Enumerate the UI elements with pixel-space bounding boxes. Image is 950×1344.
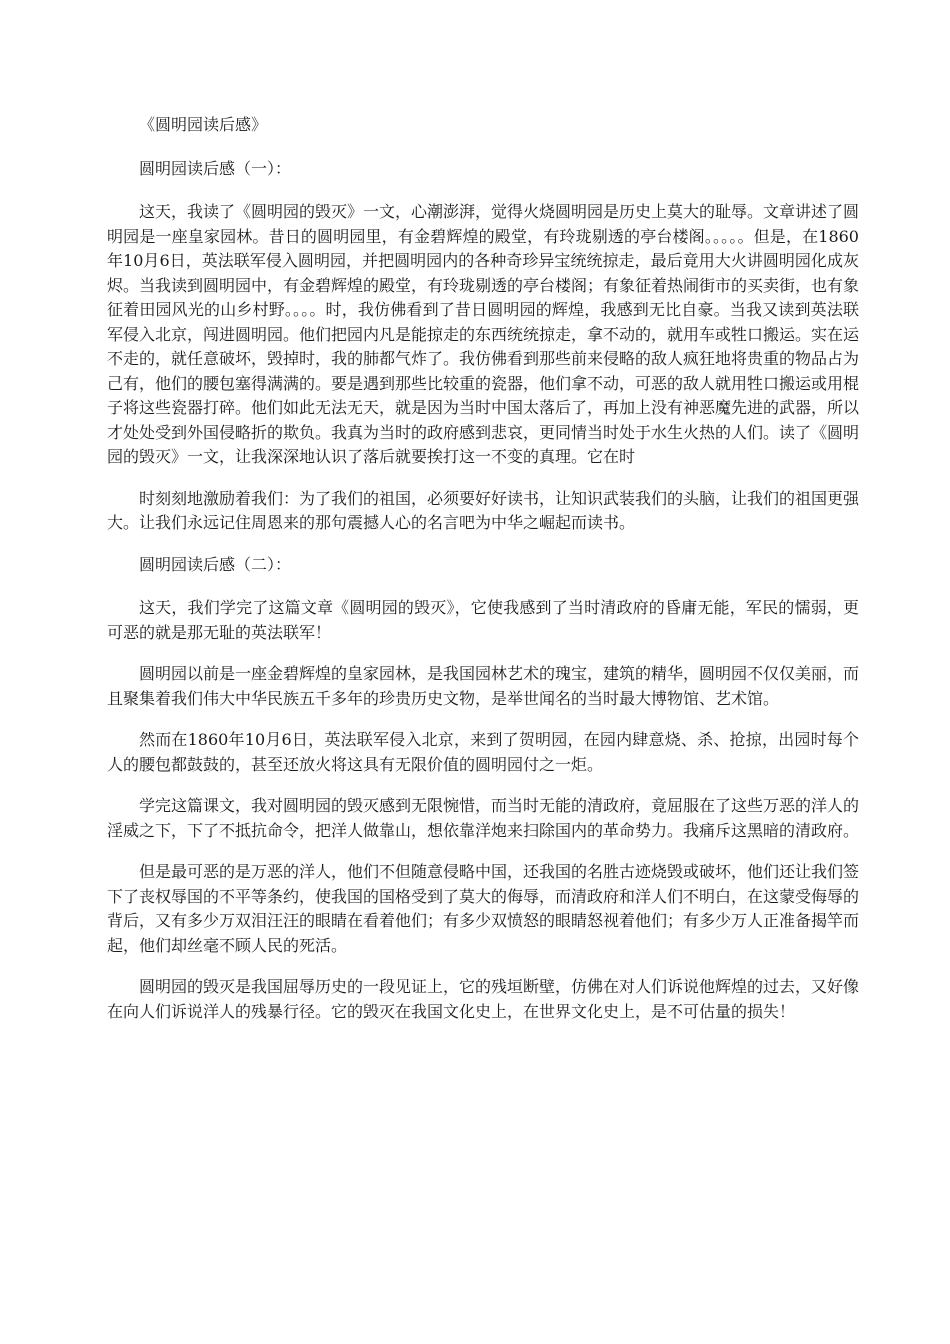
- document-page: [107, 113, 859, 1041]
- paragraph: 这天，我们学完了这篇文章《圆明园的毁灭》，它使我感到了当时清政府的昏庸无能，军民的懦弱，更可恶的就是那无耻的英法联军！: [107, 598, 859, 642]
- paragraph: 时刻刻地激励着我们：为了我们的祖国，必须要好好读书，让知识武装我们的头脑，让我们的祖国更强大。让我们永远记住周恩来的那句震撼人心的名言吧为中华之崛起而读书。: [107, 488, 860, 532]
- paragraph: 这天，我读了《圆明园的毁灭》一文，心潮澎湃，觉得火烧圆明园是历史上莫大的耻辱。文章讲述了圆明园是一座皇家园林。昔日的圆明园里，有金碧辉煌的殿堂，有玲珑剔透的亭台楼阁。。。。。但是，在1860年10月6日，英法联军侵入圆明园，并把圆明园内的各种奇珍异宝统统掠走，最后竟用大火讲圆明园化成灰烬。当我读到圆明园中，有金碧辉煌的殿堂，有玲珑剔透的亭台楼阁；有象征着热闹街市的买卖街，也有象征着田园风光的山乡村野。。。。时，我仿佛看到了昔日圆明园的辉煌，我感到无比自豪。当我又读到英法联军侵入北京，闯进圆明园。他们把园内凡是能掠走的东西统统掠走，拿不动的，就用车或牲口搬运。实在运不走的，就任意破坏，毁掉时，我的肺都气炸了。我仿佛看到那些前来侵略的敌人疯狂地将贵重的物品占为己有，他们的腰包塞得满满的。要是遇到那些比较重的瓷器，他们拿不动，可恶的敌人就用牲口搬运或用棍子将这些瓷器打碎。他们如此无法无天，就是因为当时中国太落后了，再加上没有神恶魔先进的武器，所以才处处受到外国侵略折的欺负。我真为当时的政府感到悲哀，更同情当时处于水生火热的人们。读了《圆明园的毁灭》一文，让我深深地认识了落后就要挨打这一不变的真理。它在时: [107, 202, 860, 466]
- paragraph: 学完这篇课文，我对圆明园的毁灭感到无限惋惜，而当时无能的清政府，竟屈服在了这些万恶的洋人的淫威之下，下了不抵抗命令，把洋人做靠山，想依靠洋炮来扫除国内的革命势力。我痛斥这黑暗的清政府。: [107, 796, 860, 840]
- document-title: 《圆明园读后感》: [139, 115, 268, 134]
- paragraph: 圆明园的毁灭是我国屈辱历史的一段见证上，它的残垣断壁，仿佛在对人们诉说他辉煌的过去，又好像在向人们诉说洋人的残暴行径。它的毁灭在我国文化史上，在世界文化史上，是不可估量的损失！: [107, 977, 860, 1021]
- paragraph: 圆明园以前是一座金碧辉煌的皇家园林，是我国园林艺术的瑰宝，建筑的精华，圆明园不仅仅美丽，而且聚集着我们伟大中华民族五千多年的珍贵历史文物，是举世闻名的当时最大博物馆、艺术馆。: [107, 664, 860, 708]
- paragraph: 但是最可恶的是万恶的洋人，他们不但随意侵略中国，还我国的名胜古迹烧毁或破坏，他们还让我们签下了丧权辱国的不平等条约，使我国的国格受到了莫大的侮辱，而清政府和洋人们不明白，在这蒙受侮辱的背后，又有多少万双泪汪汪的眼睛在看着他们；有多少双愤怒的眼睛怒视着他们；有多少万人正准备揭竿而起，他们却丝毫不顾人民的死活。: [107, 862, 860, 955]
- section-heading-one: 圆明园读后感（一）：: [139, 158, 292, 178]
- section-heading-two: 圆明园读后感（二）：: [139, 554, 292, 574]
- paragraph: 然而在1860年10月6日，英法联军侵入北京，来到了贺明园，在园内肆意烧、杀、抢掠，出园时每个人的腰包都鼓鼓的，甚至还放火将这具有无限价值的圆明园付之一炬。: [107, 730, 859, 774]
